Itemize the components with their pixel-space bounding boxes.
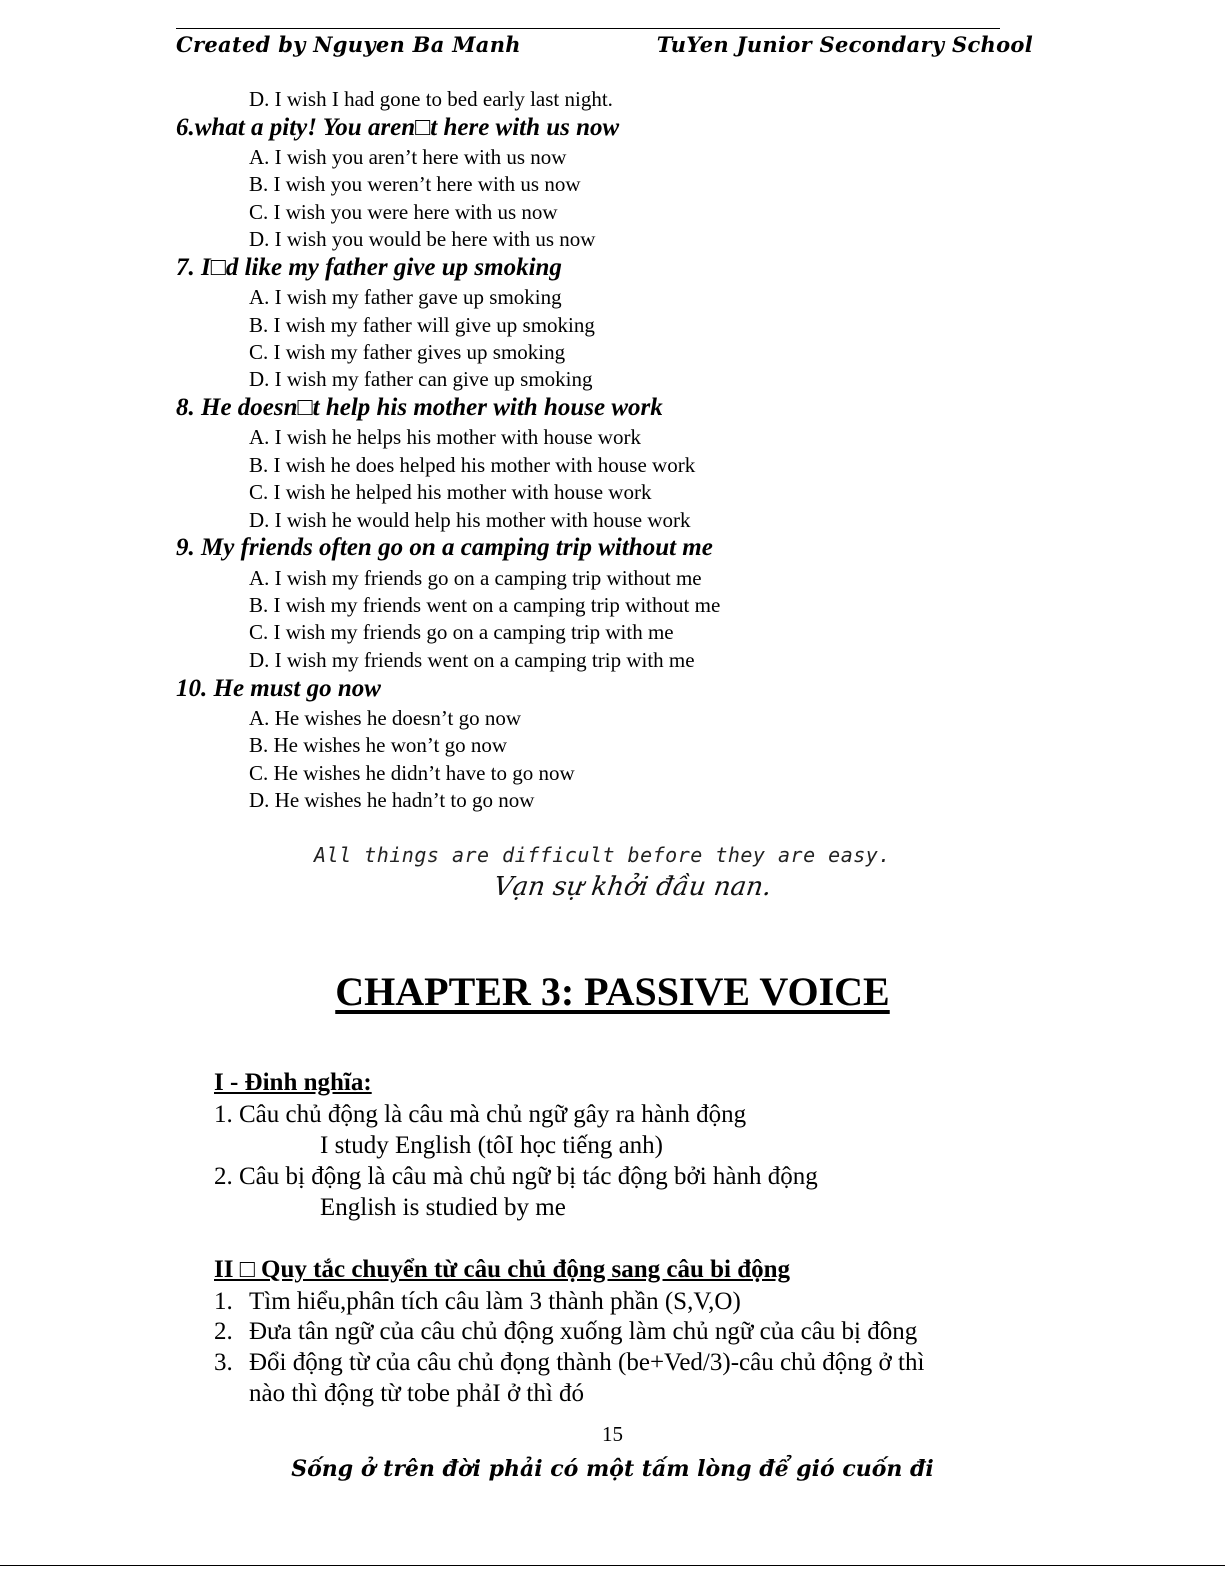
chapter-title: CHAPTER 3: PASSIVE VOICE	[335, 969, 890, 1014]
question-6-option-b: B. I wish you weren’t here with us now	[249, 172, 581, 196]
carryover-option: D. I wish I had gone to bed early last night.	[249, 87, 613, 111]
section-1-example-2: English is studied by me	[320, 1194, 566, 1221]
question-9-option-c: C. I wish my friends go on a camping trip with me	[249, 620, 674, 644]
quote-vietnamese: Vạn sự khởi đầu nan.	[491, 872, 774, 902]
question-7-option-d: D. I wish my father can give up smoking	[249, 367, 593, 391]
question-9-option-d: D. I wish my friends went on a camping trip with me	[249, 648, 695, 672]
question-9-option-a: A. I wish my friends go on a camping trip without me	[249, 566, 702, 590]
header-school: TuYen Junior Secondary School	[656, 32, 1033, 57]
section-1-title: I - Đinh nghĩa:	[214, 1069, 372, 1096]
question-10-option-d: D. He wishes he hadn’t to go now	[249, 788, 535, 812]
question-7-title: 7. I□d like my father give up smoking	[176, 254, 562, 281]
question-10-option-b: B. He wishes he won’t go now	[249, 733, 508, 757]
question-10-option-c: C. He wishes he didn’t have to go now	[249, 761, 575, 785]
question-9-title: 9. My friends often go on a camping trip without me	[176, 534, 713, 561]
question-6-option-d: D. I wish you would be here with us now	[249, 227, 596, 251]
header-rule	[176, 28, 1000, 29]
section-2-item-3-text: Đổi động từ của câu chủ đọng thành (be+Ved/3)-câu chủ động ở thì	[249, 1349, 925, 1376]
quote-english: All things are difficult before they are easy.	[314, 843, 891, 867]
question-8-option-a: A. I wish he helps his mother with house work	[249, 425, 641, 449]
question-8-option-b: B. I wish he does helped his mother with house work	[249, 453, 696, 477]
question-6-option-c: C. I wish you were here with us now	[249, 200, 558, 224]
footer-quote: Sống ở trên đời phải có một tấm lòng để gió cuốn đi	[291, 1456, 934, 1482]
page-number: 15	[602, 1422, 623, 1446]
question-6-option-a: A. I wish you aren’t here with us now	[249, 145, 567, 169]
section-2-item-1-text: Tìm hiểu,phân tích câu làm 3 thành phần (S,V,O)	[249, 1288, 741, 1315]
section-2-item-1-number: 1.	[214, 1288, 233, 1315]
section-1-example-1: I study English (tôI học tiếng anh)	[320, 1132, 663, 1159]
question-9-option-b: B. I wish my friends went on a camping trip without me	[249, 593, 721, 617]
section-1-line-1: 1. Câu chủ động là câu mà chủ ngữ gây ra hành động	[214, 1101, 747, 1128]
question-7-option-b: B. I wish my father will give up smoking	[249, 313, 595, 337]
question-10-option-a: A. He wishes he doesn’t go now	[249, 706, 521, 730]
section-2-item-3-text-continued: nào thì động từ tobe phảI ở thì đó	[249, 1380, 585, 1407]
question-10-title: 10. He must go now	[176, 675, 381, 702]
section-2-item-2-text: Đưa tân ngữ của câu chủ động xuống làm chủ ngữ của câu bị đông	[249, 1318, 918, 1345]
section-2-title: II □ Quy tắc chuyển từ câu chủ động sang câu bi động	[214, 1256, 791, 1283]
footer-rule	[0, 1565, 1225, 1566]
header-author: Created by Nguyen Ba Manh	[176, 32, 521, 57]
section-1-line-2: 2. Câu bị động là câu mà chủ ngữ bị tác động bởi hành động	[214, 1163, 818, 1190]
question-7-option-c: C. I wish my father gives up smoking	[249, 340, 566, 364]
question-7-option-a: A. I wish my father gave up smoking	[249, 285, 562, 309]
question-8-title: 8. He doesn□t help his mother with house work	[176, 394, 663, 421]
question-8-option-d: D. I wish he would help his mother with house work	[249, 508, 691, 532]
section-2-item-3-number: 3.	[214, 1349, 233, 1376]
question-6-title: 6.what a pity! You aren□t here with us now	[176, 114, 620, 141]
section-2-item-2-number: 2.	[214, 1318, 233, 1345]
question-8-option-c: C. I wish he helped his mother with house work	[249, 480, 652, 504]
